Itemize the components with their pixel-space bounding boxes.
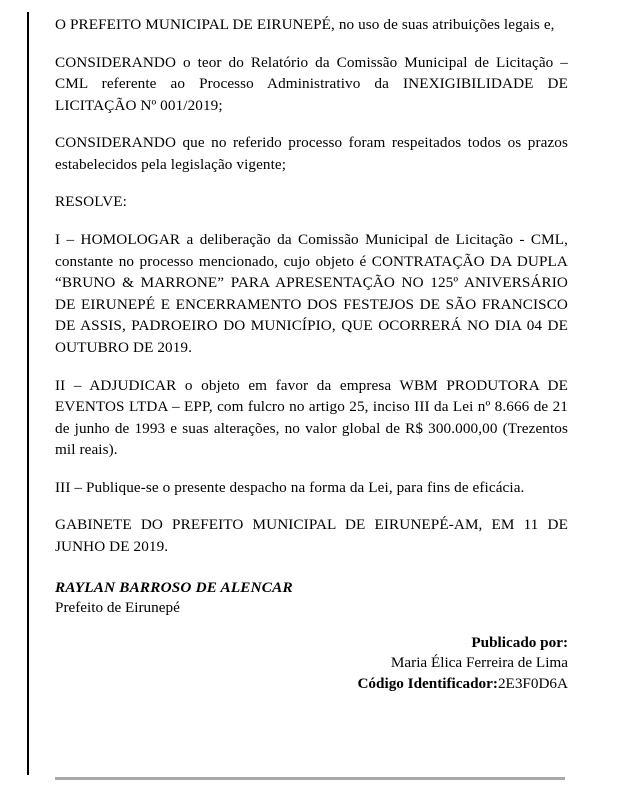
publication-block xyxy=(55,633,568,695)
paragraph-item-ii-adjudicar: II – ADJUDICAR o objeto em favor da empresa WBM PRODUTORA DE EVENTOS LTDA – EPP, com fulcro no artigo 25, inciso III da Lei nº 8.666 de 21 de junho de 1993 e suas alterações, no valor global de R$ 300.000,00 (Trezentos mil reais). xyxy=(55,376,568,459)
document-body xyxy=(55,14,568,694)
identifier-value: 2E3F0D6A xyxy=(497,674,568,692)
published-by-label: Publicado por: xyxy=(471,633,568,651)
signatory-name: RAYLAN BARROSO DE ALENCAR xyxy=(55,578,293,596)
paragraph-considerando-prazos: CONSIDERANDO que no referido processo foram respeitados todos os prazos estabelecidos pela legislação vigente; xyxy=(55,134,568,173)
paragraph-considerando-relatorio: CONSIDERANDO o teor do Relatório da Comissão Municipal de Licitação – CML referente ao Processo Administrativo da INEXIGIBILIDADE DE LICITAÇÃO Nº 001/2019; xyxy=(55,53,568,114)
signatory-role: Prefeito de Eirunepé xyxy=(55,599,180,617)
left-column-rule xyxy=(27,12,29,775)
footer-separator xyxy=(55,777,565,780)
identifier-line xyxy=(55,674,568,695)
paragraph-item-iii-publique-se: III – Publique-se o presente despacho na forma da Lei, para fins de eficácia. xyxy=(55,478,525,496)
paragraph-resolve: RESOLVE: xyxy=(55,193,127,211)
identifier-label: Código Identificador: xyxy=(357,674,498,692)
paragraph-preamble: O PREFEITO MUNICIPAL DE EIRUNEPÉ, no uso de suas atribuições legais e, xyxy=(55,16,555,33)
signature-block xyxy=(55,578,568,619)
paragraph-gabinete-date: GABINETE DO PREFEITO MUNICIPAL DE EIRUNEPÉ-AM, EM 11 DE JUNHO DE 2019. xyxy=(55,516,568,555)
paragraph-item-i-homologar: I – HOMOLOGAR a deliberação da Comissão Municipal de Licitação - CML, constante no processo mencionado, cujo objeto é CONTRATAÇÃO DA DUPLA “BRUNO & MARRONE” PARA APRESENTAÇÃO NO 125º ANIVERSÁRIO DE EIRUNEPÉ E ENCERRAMENTO DOS FESTEJOS DE SÃO FRANCISCO DE ASSIS, PADROEIRO DO MUNICÍPIO, QUE OCORRERÁ NO DIA 04 DE OUTUBRO DE 2019. xyxy=(55,231,568,356)
publisher-name: Maria Élica Ferreira de Lima xyxy=(390,654,568,672)
